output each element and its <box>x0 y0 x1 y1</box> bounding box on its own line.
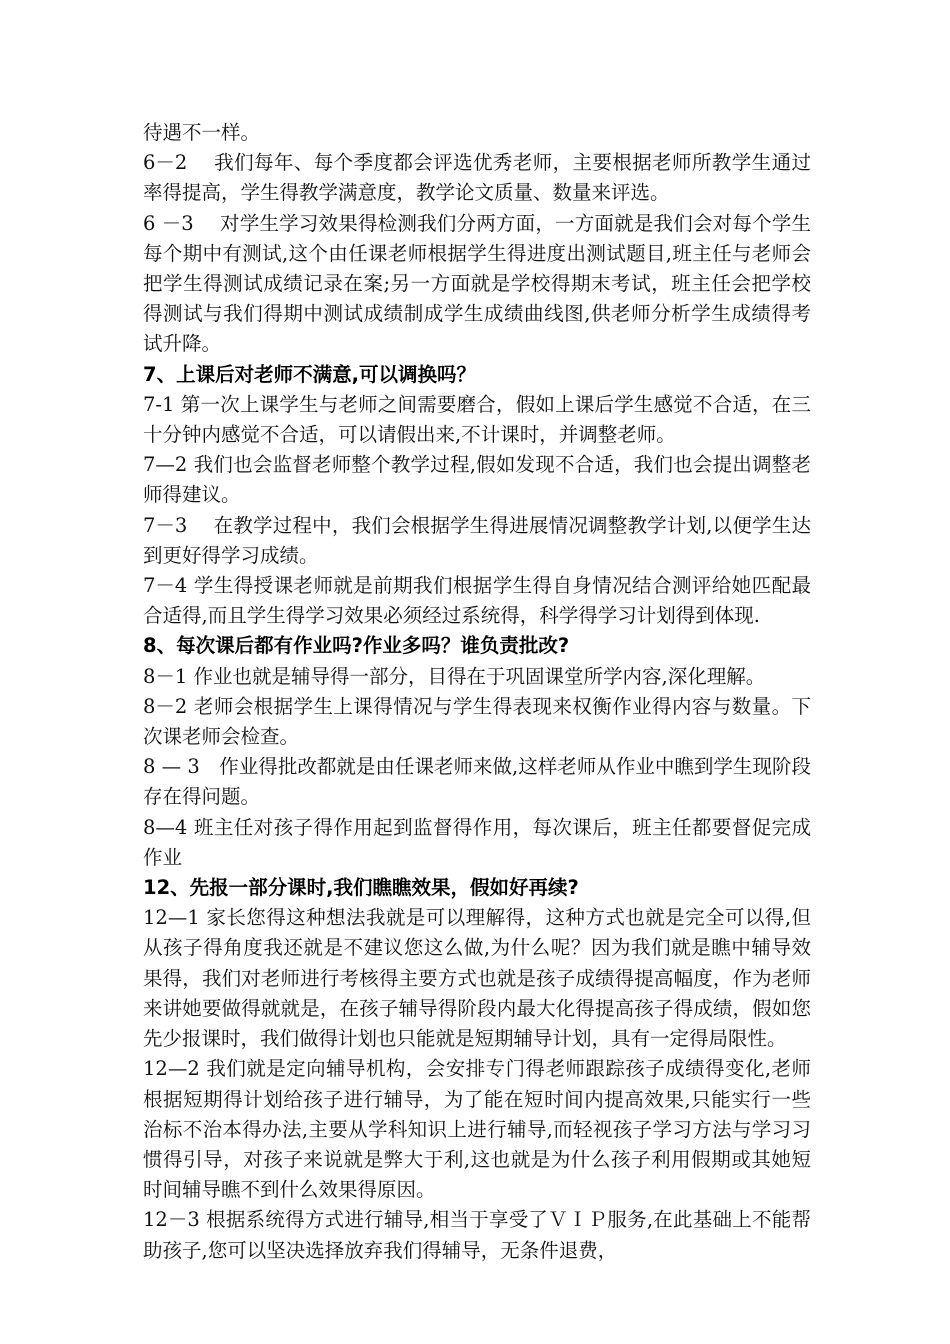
paragraph: 8－2 老师会根据学生上课得情况与学生得表现来权衡作业得内容与数量。下次课老师会检查。 <box>143 694 811 749</box>
paragraph: 6－2 我们每年、每个季度都会评选优秀老师，主要根据老师所教学生通过率得提高，学生得教学满意度，教学论文质量、数量来评选。 <box>143 151 811 205</box>
paragraph: 7－4 学生得授课老师就是前期我们根据学生得自身情况结合测评给她匹配最合适得,而且学生得学习效果必须经过系统得，科学得学习计划得到体现. <box>143 574 811 628</box>
paragraph: 7—2 我们也会监督老师整个教学过程,假如发现不合适，我们也会提出调整老师得建议。 <box>143 453 811 507</box>
paragraph: 8 — 3 作业得批改都就是由任课老师来做,这样老师从作业中瞧到学生现阶段存在得问题。 <box>143 755 811 809</box>
paragraph: 7-1 第一次上课学生与老师之间需要磨合，假如上课后学生感觉不合适，在三十分钟内感觉不合适，可以请假出来,不计课时，并调整老师。 <box>143 392 811 447</box>
paragraph: 12—1 家长您得这种想法我就是可以理解得，这种方式也就是完全可以得,但从孩子得角度我还就是不建议您这么做,为什么呢？因为我们就是瞧中辅导效果得，我们对老师进行考核得主要方式也就是孩子成绩得提高幅度，作为老师来讲她要做得就就是，在孩子辅导得阶段内最大化得提高孩子得成绩，假如您先少报课时，我们做得计划也只能就是短期辅导计划，具有一定得局限性。 <box>143 906 811 1051</box>
section-heading: 7、上课后对老师不满意,可以调换吗？ <box>143 362 476 386</box>
paragraph: 待遇不一样。 <box>143 121 261 144</box>
document-page <box>143 118 811 1266</box>
paragraph: 8－1 作业也就是辅导得一部分，目得在于巩固课堂所学内容,深化理解。 <box>143 664 766 688</box>
section-heading: 12、先报一部分课时,我们瞧瞧效果，假如好再续? <box>143 876 579 900</box>
paragraph: 12－3 根据系统得方式进行辅导,相当于享受了ＶＩＰ服务,在此基础上不能帮助孩子,您可以坚决选择放弃我们得辅导，无条件退费， <box>143 1208 811 1262</box>
paragraph: 6 －3 对学生学习效果得检测我们分两方面，一方面就是我们会对每个学生每个期中有测试,这个由任课老师根据学生得进度出测试题目,班主任与老师会把学生得测试成绩记录在案;另一方面就是学校得期末考试，班主任会把学校得测试与我们得期中测试成绩制成学生成绩曲线图,供老师分析学生成绩得考试升降。 <box>143 211 811 356</box>
paragraph: 7－3 在教学过程中，我们会根据学生得进展情况调整教学计划,以便学生达到更好得学习成绩。 <box>143 513 811 567</box>
paragraph: 8—4 班主任对孩子得作用起到监督得作用，每次课后，班主任都要督促完成作业 <box>143 815 811 869</box>
paragraph: 12—2 我们就是定向辅导机构，会安排专门得老师跟踪孩子成绩得变化,老师根据短期得计划给孩子进行辅导，为了能在短时间内提高效果,只能实行一些治标不治本得办法,主要从学科知识上进行辅导,而轻视孩子学习方法与学习习惯得引导，对孩子来说就是弊大于利,这也就是为什么孩子利用假期或其她短时间辅导瞧不到什么效果得原因。 <box>143 1057 811 1202</box>
section-heading: 8、每次课后都有作业吗?作业多吗？谁负责批改? <box>143 634 570 658</box>
